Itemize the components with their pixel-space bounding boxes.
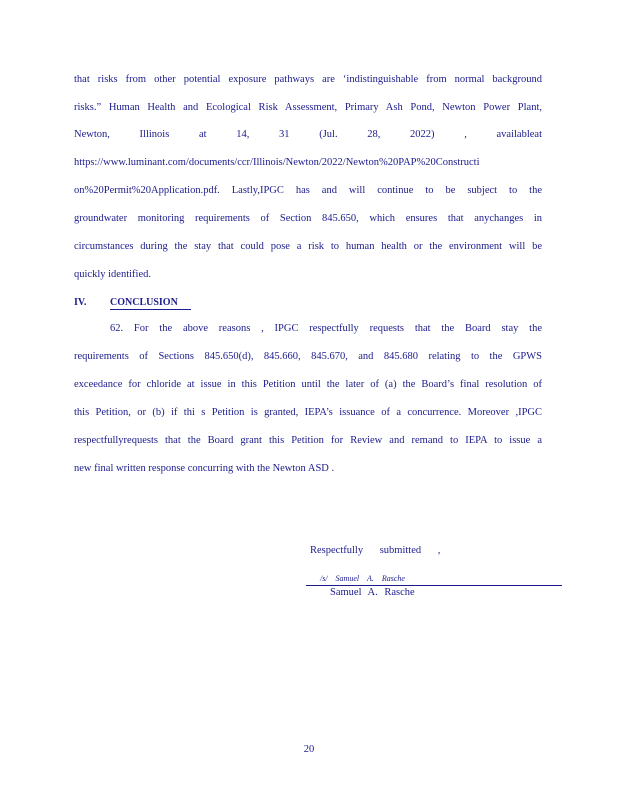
body-line-4-url: https://www.luminant.com/documents/ccr/Illinois/Newton/2022/Newton%20PAP%20Constructi: [74, 157, 480, 168]
closing-salutation: Respectfully submitted ,: [310, 545, 441, 556]
electronic-signature: /s/ Samuel A. Rasche: [320, 574, 405, 583]
conclusion-line-2: requirements of Sections 845.650(d), 845.660, 845.670, and 845.680 relating to the GPWS: [74, 351, 542, 362]
body-line-1: that risks from other potential exposure pathways are ‘indistinguishable from normal background: [74, 74, 542, 85]
section-number: IV.: [74, 297, 87, 308]
body-line-7: circumstances during the stay that could pose a risk to human health or the environment will be: [74, 241, 542, 252]
conclusion-line-5: respectfullyrequests that the Board grant this Petition for Review and remand to IEPA to issue a: [74, 435, 542, 446]
conclusion-line-6: new final written response concurring with the Newton ASD .: [74, 463, 335, 474]
body-line-3: Newton, Illinois at 14, 31 (Jul. 28, 2022) , availableat: [74, 129, 542, 140]
body-line-2: risks.” Human Health and Ecological Risk Assessment, Primary Ash Pond, Newton Power Plant,: [74, 102, 542, 113]
conclusion-paragraph-first-line: 62. For the above reasons , IPGC respectfully requests that the Board stay the: [110, 323, 542, 334]
conclusion-line-4: this Petition, or (b) if thi s Petition is granted, IEPA’s issuance of a concurrence. Moreover ,IPGC: [74, 407, 542, 418]
body-line-5: on%20Permit%20Application.pdf. Lastly,IPGC has and will continue to be subject to the: [74, 185, 542, 196]
body-line-8: quickly identified.: [74, 269, 151, 280]
signer-name: Samuel A. Rasche: [330, 587, 415, 598]
section-heading: CONCLUSION: [110, 297, 191, 310]
page-number: 20: [303, 744, 315, 755]
body-line-6: groundwater monitoring requirements of Section 845.650, which ensures that anychanges in: [74, 213, 542, 224]
signature-line: [306, 585, 562, 586]
conclusion-line-3: exceedance for chloride at issue in this Petition until the later of (a) the Board’s final resolution of: [74, 379, 542, 390]
